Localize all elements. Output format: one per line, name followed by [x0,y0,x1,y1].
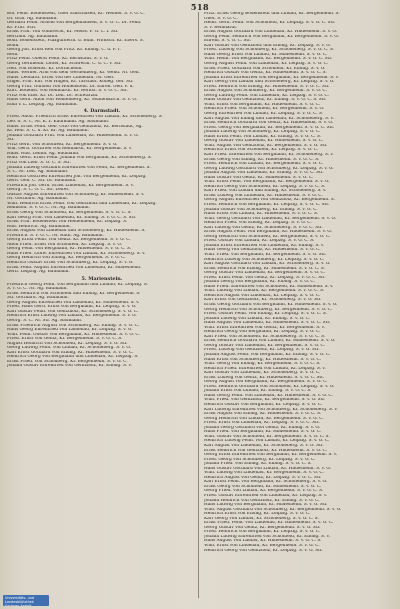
register-entry: Johann Ludwig Ehrenfried von Schönfeld, Kr. Elbing. S. v. [204,534,330,539]
register-entry: Hans Ernst von Schönberg, Kr. Hildesheim. S. v. G. C. [204,357,322,362]
section-one-entries [7,115,197,274]
register-entry: Leo. d. S. C. Nr. K. z. Kaufmann. Ag. Baumann. [7,120,110,125]
register-entry: Rud. Heinrich. Ag. Baumann. [7,224,71,229]
register-entry: Wilh. Fried. von Bergmann, Kr. Bergenheim. S. v. G. Str. [204,252,327,257]
register-entry: Fried. Gustav Ehrenfried von Lindenau, Kr. Leipzig. S. v. [204,493,328,498]
register-entry: Johann Ludwig von Lindau, Kr. Elbing. S. v. G. C. [204,316,311,321]
register-entry: Will. Gerh. Gottfried von Reinhardt, Kr. Bergenheim. S. v. [7,147,133,152]
section-heading-darmstadt: 4. Darmstadt. [83,108,121,115]
register-entry: Ernst August Fehn. von Bergmann, Kr. Hildesheim. S. v. G. [204,230,332,235]
register-entry: Wilh. August Gotthard von Schönberg, Kr. Bergenheim. S. v. G. [204,507,342,512]
register-entry: Gerh. Leipzig. Ag. Baumann. [7,270,70,275]
library-logo [3,595,49,606]
register-entry: Heinrich Georg von Bergmann, Kr. Leipzig. S. v. G. C. [204,330,321,335]
register-entry: Karl Ernst von Gentzholz, Kr. Schöneberg. S. v. G. Str. [204,298,322,303]
register-entry: August Heinrich von Schönfeld, Kr. Leipzig. S. v. G. Str. [7,341,128,346]
register-entry: Fritz von Elbs. Kr. Dr. Leit. Dr. Schwarzm. [7,93,99,98]
register-entry: Fried. Adolf. Friedrich Ernst Ehrenfried von Lindau, Kr. Schöneberg. S. [7,115,163,120]
register-entry: Wilh. Ludwig von Lindau, Kr. Bergenheim. S. v. G. C. S. [204,289,325,294]
library-logo-line-1: Universitäts- und [5,596,35,600]
register-entry: Johann Ernst von Lindau, Kr. Elbing. S. v. G. C. S. [204,389,312,394]
register-entry: Wilh. Ernst von Lindenau, Kr. Bergenheim. S. v. G. C. [204,543,320,548]
register-entry: Adolf Fried. Ernst von Schönfeld, Kr. Leipzig. S. v. G. [7,242,123,247]
register-entry: Georg August Ehrenfried von Gentzholz, Kr. Bergenheim. S. [204,198,335,203]
register-entry: Ernst Frhr. von Vollbrecht, Kr. Meiss. F. G. C. I. Str. [7,30,119,35]
register-entry: Wilh. Heinrich Ernst Fehn. von Gentzholz und Lindenau, Kr. Leipzig. [7,201,157,206]
register-entry: Hans Ernst Fehn. von Lindau, Kr. Elbing. S. v. G. C. S. [204,134,322,139]
register-entry: Wilh. Ernst von Bergmann, Kr. Hildesheim. S. v. G. C. [204,102,321,107]
register-entry: Heinrich Fried. Ehrenfried von Lindau, Kr. Leipzig. S. v. [204,366,326,371]
register-entry: Fried. Heinrich Gotthard von Schönfeld, Kr. Leipzig. S. v. G. [204,384,335,389]
register-entry: Karl Georg Frhr. von Lindenau, Kr. Elbing. S. v. G. C. S. Str. [7,215,137,220]
register-entry: Kr. Frhr. Sch. [7,25,37,30]
register-entry: Fried. Heinrich von Bergmann, Kr. Leipzig. S. v. G. C. [204,530,321,535]
register-entry: Johann Gotthard Frhr. von Lindenau, Kr. Hildesheim. S. v. G. [7,133,139,138]
register-entry: Johann Ernst Ehrenfried von Lindenau, Kr. Elbing. S. v. [204,243,325,248]
register-entry: Johann August Fehn. von Bergmann, Kr. Elbing. S. v. G. C. [204,353,331,358]
register-entry: Fritz Fehn. Oberst Fehn. Kr. Bernstadt. S. v. G. [7,57,109,62]
register-entry: Georg Gernheim. Leiter, Kr. Schwerm. C. u. C. v. Str. [7,62,122,67]
register-entry: Hans Gerd. Adolf von Weißenberg, Kr. Mühlenkirch. S. v. G. [7,98,137,103]
register-entry: Fried. Heinrich von Elbing, Kr. Hildesheim. S. v. G. C. Str. [204,84,330,89]
register-entry: Hans Fried. Ehrenfried von Schönfeld, Kr. Hildesheim. S. v. [204,284,334,289]
register-entry: Wilh. Gustav von Schönfeld, Kr. Bergenheim. S. v. G. C. S. [204,434,330,439]
register-entry: Ernst Heinrich von Schönfeld und Elbing, Kr. Bergenheim. S. [7,291,141,296]
register-entry: Hans Georg von Gentzholz, Kr. Hildesheim. S. v. G. C. [204,248,321,253]
register-entry: Fried. Ernst von Lindenau, Kr. Leipzig. S. v. G. C. Str. [204,421,320,426]
register-entry: Heinrich Georg von Gentzholz, Kr. Leipzig. S. v. G. Str. [204,548,323,553]
register-entry: Heinrich August von Gentz, Kr. Leipzig. S. v. G. C. Str. [204,475,322,480]
register-entry: Ober. S. v. G. C. [204,16,238,21]
register-entry: Johann Gustav von Schönberg, Kr. Elbing. S. v. G. C. [204,207,318,212]
register-entry: Hans Georg Ehrenfried von Lindenau, Kr. Leipzig. S. v. G. [7,328,133,333]
register-entry: Wilh. Ludwig von Lindenau, Kr. Bergenheim. S. v. G. C. [204,471,324,476]
register-entry: Heinrich Ludwig von Schönberg, Kr. Leipzig. S. v. G. C. [204,257,325,262]
register-entry: Bohn. [7,43,20,48]
register-entry: Heinrich Ernst von Schönfeld, Kr. Leipzig. S. v. G. C. [204,148,319,153]
register-entry: Georg Ernst Ehrenfried von Bergmann, Kr. Bergenheim. S. v. [204,453,338,458]
register-entry: Ernst Fried. von Schönberg, Kr. Bergenheim. S. v. G. C. [7,359,128,364]
register-entry: Gerh. Geh. C. Str. Dr. Baumann. [7,179,77,184]
register-entry: Heinr. Gerh. Fehn. von Schönfeld, Kr. Leipzig. S. v. G. C. Str. [204,21,336,26]
register-entry: Karl Fried. von Lindau und Elbing, Kr. Schöneberg. S. v. [204,189,327,194]
register-entry: Karl August Gotthard von Lindau, Kr. Schöneberg. S. v. G. [204,262,331,267]
section-two-entries [7,283,197,369]
register-entry: S. v. Reinhardt. [204,25,238,30]
register-entry: Wilh. Ernst Ehrenfried von Gentz, Kr. Bergenheim. S. v. [204,325,326,330]
register-entry: Heinrich Gottfried Ehrenfried Joh. von Bergenheim, Kr. Leipzig. [7,174,147,179]
register-entry: Johann Georg von Bergmann, Kr. Elbing. S. v. G. C. [204,280,315,285]
register-entry: Fried. Hans Gerh. Ernst von Bergmann, Kr. Leipzig. S. v. G. [7,305,137,310]
register-entry: Johann Ludwig von Schönberg, Kr. Leipzig. S. v. G. C. [204,130,321,135]
register-entry: Georg Joh. Ernst Reh von Fritz. Kr. Elbing. C. u. F. I. [7,48,121,53]
register-entry: Wilh. Heinr. von Bergmann, Kr. Bergenheim. S. v. G. C. Str. [204,57,333,62]
register-entry: Ernst Fehn. August Ehrenfried von Lindenau, Kr. Hildesheim. [7,265,142,270]
register-entry: Heinrich August von Lindenau, Kr. Leipzig. S. v. G. C. [204,293,321,298]
register-entry: Emil v. L. Leipzig. Ag. Baumann. [7,102,78,107]
left-column [7,12,197,598]
register-entry: Heinrich Ernst von Elbing, Kr. Leipzig. S. v. G. C. [204,512,311,517]
register-entry: Johann Heinrich von Gentzholz, Kr. Elbing. S. v. G. C. [204,498,320,503]
right-column-entries [204,12,394,553]
register-entry: Ernst Heinrich von Gentzholz, Kr. Hildesheim. S. v. G. C. [204,448,327,453]
right-column [204,12,394,598]
register-entry: Str. [7,138,15,143]
register-entry: Hans. Werner. Arm von dem Werdenberg, Kr. Wend. Nr. Gen. [7,71,140,76]
register-entry: Heinrich Gustav von Bergmann, Kr. Leipzig. S. v. G. C. [204,403,323,408]
register-entry: Karl August von Elbing und Lindenau, Kr. Schöneberg. S. v. [204,116,334,121]
register-entry: Hans August von Lindenau, Kr. Hildesheim. S. v. G. C. Str. [204,321,331,326]
register-entry: Hans Gustav von Gentz, Kr. Hildesheim. S. v. G. C. [204,175,314,180]
register-entry: Wilh. August von Gentzholz, Kr. Bergenheim. S. v. G. Str. [204,143,328,148]
register-entry: Bohr. Gerh. Ernst Fehn. Johann von Bergmann, Kr. Schöneberg. S. [7,156,152,161]
register-entry: Fried. Ludwig von Gentzholz, Kr. Leipzig. S. v. G. Str. [204,348,320,353]
register-entry: Heinrich Georg von Bergmann und Lindenau, Kr. Leipzig. S. [7,355,139,360]
register-entry: Hans Georg Fehn. von Lindenau, Kr. Hildesheim. S. v. G. C. [204,393,333,398]
register-entry: Ehrenf. S. v. G. C. Str. [204,39,252,44]
register-entry: Reinhold. S. v. G. C. Nr. Ag. Baumann. [7,206,90,211]
register-entry: Wilh. Fehn. Gustav von Bergmann, Kr. Hildesheim. S. v. G. C. [7,332,140,337]
register-entry: Hans. Rud. Lemm. Ag. Baumann. [7,151,80,156]
register-entry: Engel. Frhr. Ehr. von Hagen, Kr. Tarstadt. Kolleg. Ger. Str. [7,80,134,85]
register-entry: Karl Ernst Fehn. von Bergmann, Kr. Schöneberg. S. v. G. [204,480,328,485]
register-entry: Str. Gotthard. Ag. Baumann. [7,296,69,301]
register-entry: Georg. S. C. Nr. Str. Ag. Baumann. [7,319,83,323]
register-entry: Hans Ernst von Lindau, Kr. Hildesheim. S. v. G. C. S. [204,212,319,217]
register-entry: Georg Gustav von Lindenau, Kr. Bergenheim. S. v. G. C. [204,343,325,348]
register-entry: Ernst Frhr. Bodenstedt von Heidenheim, Kr. Leipzig. S. [7,220,128,225]
register-entry: Johann Gustav Ehrenfried von Gentzholz, Kr. Elbing. S. v. [7,364,132,369]
register-entry: Gustav August Ehrenfried von Schönberg, Kr. Hildesheim. S. v. [7,192,145,197]
register-entry: Karl Gustav Fehn. von Gentzholz, Kr. Schöneberg. S. v. G. C. [7,309,139,314]
register-entry: Karl Georg von Lindau und Schöneberg, Kr. Leipzig. S. v. G. [204,80,335,85]
register-entry: Friedrich. S. v. G. C. Nr. Rath. Ag. Baumann. [7,233,104,238]
register-entry: Karl Ernst Gotthard von Elbing, Kr. Hildesheim. S. v. G. C. [7,350,134,355]
register-entry: Georg August von Bergmann, Kr. Bergenheim. S. v. G. C. [204,380,328,385]
register-entry: Hans Fried. Ludw. Ehrenfried von Lindau, Kr. Schöneberg. S. v. [7,251,146,256]
register-entry: Friedrich Georg Fehn. von Bergmann und Lindau, Kr. Leipzig. S. [7,282,148,287]
register-entry: S. v. G. C. Nr. Ag. Baumann. [7,287,68,292]
register-entry: Georg Fried. von Lindau, Kr. Bergenheim. S. v. G. C. S. [204,489,324,494]
page-number: 518 [190,2,210,12]
register-entry: Ernst August von Elbing, Kr. Hildesheim. S. v. G. C. S. [204,412,322,417]
register-entry: Heinrich Gustav von Gentz, Kr. Hildesheim. S. v. G. C. S. [204,71,327,76]
register-entry: Georg August Ehrenfried von Lindenau, Kr. Hildesheim. S. v. [7,300,140,305]
register-entry: Fried. Georg von Bergmann, Kr. Bergenheim. S. v. G. C. Str. [204,125,335,130]
register-entry: Hans Georg Ernst von Lindau, Kr. Hildesheim. S. v. G. C. [204,52,328,57]
register-entry: Ernst Georg von Schönfeld, Kr. Hildesheim. S. v. G. C. [204,484,322,489]
register-entry: Georg Heinrich von Schönfeld, Kr. Bergenheim. S. v. G. C. [204,234,331,239]
register-entry: Georg Ernst Fehn. von Gentz. Kr. Bergenheim. S. v. G. C. [7,238,131,243]
register-entry: Ernst Ludwig von Gentz, Kr. Hildesheim. S. v. G. C. Str. [204,375,325,380]
register-entry: Nell. von Bodenst. Kr. Dornicheim. [7,66,83,71]
register-entry: Karl Ludwig von Gentz, Kr. Schöneberg. S. v. G. C. Str. [204,225,323,230]
register-entry: Georg Gustav von Lindenau, Kr. Hildesheim. S. v. G. C. [204,139,324,144]
register-entry: Ernst Heinrich von Elbing, Kr. Hildesheim. S. v. G. C. S. [204,266,325,271]
register-entry: Fried. Ernst Fehn. von Gentz, Kr. Leipzig. S. v. G. C. Str. [204,275,326,280]
register-entry: Fritz. Ernst Georg Bodenstedt und Lindau, Kr. Bergenheim. S. [204,12,340,16]
register-entry: Johann Ludwig Gotthard Ehrenfried von Fehn, Kr. Bergenheim. S. [7,165,151,170]
register-entry: Fried. Gustav Fehn. von Elbing, Kr. Leipzig. S. v. G. C. S. [204,312,327,317]
register-entry: Johann Fried. von Elbing, Kr. Elbing. S. v. G. C. S. [204,462,312,467]
register-entry: Fried. Georg von Schönberg, Kr. Leipzig. S. v. G. C. [204,457,316,462]
register-entry: Georg Ehrenfried von Lindau, Kr. Leipzig. S. v. G. C. S. [204,112,324,117]
register-entry: Georg. S. C. G. C. Str. Leiter. [7,188,70,193]
register-entry: Heinrich Georg von Schönfeld, Kr. Leipzig. S. v. G. C. S. [204,184,326,189]
register-entry: Georg Gustav von Lindenau, Kr. Bergenheim. S. v. G. C. [204,271,325,276]
register-entry: Wilh. Georg von Elbing, Kr. Bergenheim. S. v. G. C. S. [204,362,321,367]
register-entry: Ernst Fried. Fehn. von Lindenau, Kr. Hildesheim. S. v. G. C. [204,521,334,526]
register-entry: Johann Ernst Ehrenfried von Bergmann, Kr. Bergenheim. S. v. [204,75,339,80]
library-logo-line-3: Sachsen-Anhalt [5,604,32,606]
register-entry: Hans Gustav von Gentzholz, Kr. Elbing. S. v. G. C. S. Str. [204,98,327,103]
register-entry: Ernst Heinrich Gotthard von Gentz, Kr. Hildesheim. S. v. G. [204,121,334,126]
register-entry: Bol. Fehn. Bodenstedt, Ober Ehlschusen, Kr. Wendel. S. v. G. C. [7,12,145,16]
register-entry: Ernst August von Lindenau und Schöneberg, Kr. Hildesheim. S. [7,229,146,234]
register-entry: Georg Frhr. Gundolf von Hohenstein. Dr. Ehren. Gen. F. u. [7,84,134,89]
register-entry: Georg Heinrich von Schönberg, Kr. Bergenheim. S. v. G. C. [204,307,333,312]
register-entry: Karl Gustav von Lindenau, Kr. Schöneberg. S. v. G. C. [204,371,321,376]
register-entry: Georg Ludwig Fehn. von Lindenau, Kr. Leipzig. S. v. G. C. [204,93,329,98]
register-entry: Heinrich Gustav Ernst von Schönberg, Kr. Leipzig. S. v. G. [7,260,134,265]
register-entry: Fried. Gustav von Lindau, Kr. Leipzig. S. v. G. C. S. [204,239,315,244]
register-entry: Kr. Heil. S. C. u. Kr. Kr. Ag. Baumann. [7,129,89,134]
register-entry: Johann August von Lindenau, Kr. Elbing. S. v. G. C. Str. [204,171,324,176]
register-entry: Georg Heinrich von Elbing, Kr. Bergenheim. S. v. G. C. [7,256,126,261]
register-entry: Fried. Heinrich von Lindau, Kr. Bergenheim. S. v. G. C. [204,162,324,167]
register-entry: Heinrich Fried. von Schönfeld, Kr. Bergenheim. S. v. G. [204,107,325,112]
register-entry: Wilh. Georg Gotthard von Lindenau, Kr. Bergenheim. S. v. G. [204,216,337,221]
register-entry: Kurt. Bodenst. von Reinhardt. Kr. Bernst. S. v. G. C. Str. [7,89,128,94]
register-entry: Fried. Ludwig von Schönberg, Kr. Schöneberg. S. v. G. C. S. [204,48,334,53]
column-divider [198,12,199,598]
register-entry: Wilh. Fried. von Gentzholz, Kr. Bergenheim. S. v. G. Str. [204,398,326,403]
register-entry: Fritz Gerh. von Schönfeld, Kr. Bergenheim. S. v. G. [7,142,118,147]
register-entry: Karl Georg von Lindau, Kr. Schöneberg. S. v. G. C. S. [204,516,319,521]
register-entry: Ernst Georg Gotthard von Bergmann, Kr. Hildesheim. S. v. G. [204,303,338,307]
register-entry: Ernst August von Schönberg, Kr. Bergenheim. S. v. G. C. [204,89,327,94]
register-entry: Ernst Friedrich August von Schönberg, Kr. Elbing. S. v. G. C. [7,323,140,328]
register-entry: Nr. Gotthard. Ag. Baumann. [7,197,69,202]
register-entry: Ernst Heinrich Gotthard von Lindau, Kr. Hildesheim. S. v. G. [204,339,336,344]
register-entry: Georg Heinrich von Lindau, Kr. Bergenheim. S. v. G. C. [204,416,324,421]
register-entry: Ernst Ludwig von Lindenau, Kr. Hildesheim. S. v. G. C. [204,193,323,198]
register-entry: Georg Fehn. Heinrich von Bergmann, Kr. Bergenheim. S. v. G. [204,34,339,39]
register-entry: Hans Fried. von Bergmann, Kr. Hildesheim. S. v. G. C. [204,430,322,435]
register-entry: Gerhard Fehn. Arnold von Bergenhausen, S. v. G. C. Dr. Fehn. [7,21,142,26]
section-heading-marienstein: 5. Marienstein. [81,275,123,282]
register-entry: Georg Fehn. von Bergmann, Kr. Hildesheim. S. v. G. C. S. [7,247,132,252]
register-entry: Fried. Heinrich von Bergmann, Kr. Leipzig. S. v. G. C. Str. [204,202,330,207]
register-entry: Hans. Ernst Fehn. Geb. Otto von Gentzholz, Kr. Bernstadt, Ag. [7,124,143,129]
register-entry: Georg Ludwig Fehn. von Lindau, Kr. Schöneberg. S. v. G. [7,346,131,351]
register-entry: Hans. Leonard. Ernst von der Lindenau. Nr. Gen. [7,75,115,80]
register-entry: Reth. [7,52,19,57]
register-entry: Georg Gustav von Gentz, Kr. Bergenheim. S. v. G. Str. [204,525,321,530]
register-entry: Johann Georg Gotthard von Gentz, Kr. Elbing. S. v. G. [204,425,321,430]
register-entry: Heinrich Ernst Ludwig von Lindau, Kr. Bergenheim. S. v. G. [7,314,137,319]
register-entry: Hans August von Lindau, Kr. Hildesheim. S. v. G. C. S. [204,539,322,544]
register-entry: Dr. Graf. Ag. Baumann. [7,16,58,21]
register-entry: Friedrich Joh. Gerh. Ernst Lindenau, Kr. Bergenheim. S. v. [7,183,135,188]
register-entry: Georg August Fehn. von Lindenau, Kr. Leipzig. S. v. G. C. [204,62,329,67]
register-entry: Hans Ludwig von Bergmann, Kr. Hildesheim. S. v. G. Str. [204,503,328,508]
register-entry: Karl August von Lindenau, Kr. Schöneberg. S. v. G. Str. [204,443,324,448]
register-entry: Ernst Fried. Gotthard von Schönfeld, Kr. Elbing. S. v. G. [204,66,326,71]
register-entry: Wilh. Ernst Fehn. von Bergmann, Kr. Bergenheim. S. v. G. [204,180,330,185]
register-entry: S. C. Nr. Leit. Ag. Baumann. [7,170,69,175]
register-entry: Ernst Georg von Schönfeld, Kr. Bergenheim. S. v. G. C. S. [7,210,132,215]
library-logo-line-2: Landesbibliothek [5,600,34,604]
register-entry: Hans Gustav Gotthard von Lindau, Kr. Hildesheim. S. v. G. [204,466,331,471]
register-entry: Karl Fried. von Schönfeld, Kr. Schöneberg. S. v. G. C. S. [204,334,326,339]
register-entry: Ernst August Gotthard von Lindenau, Kr. Hildesheim. S. v. G. [204,30,338,35]
register-entry: Heinrich Ludwig Fehn. von Lindau, Kr. Leipzig. S. v. G. C. [204,439,330,444]
register-entry: Ernst Georg von Elbing, Kr. Hildesheim. S. v. G. C. S. [204,157,320,162]
register-entry: Bohr. Bodenstedt, Plaxgunterm. u. Buhl. Wirksch. Kr. Ebers. S. [7,39,144,44]
register-entry: Fritz von Lieb. S. G. C. S. Str. [7,160,71,165]
register-entry: Karl Fried. Ehrenfried von Bergmann, Kr. Schöneberg. S. v. [204,152,334,157]
register-entry: Karl Ludwig Ehrenfried von Schönberg, Kr. Schöneberg. S. v. [204,407,338,412]
register-entry: Bertram. Ag. Baumann. [7,34,59,39]
register-entry: Fried. Ernst von Gentz, Kr. Bergenheim. S. v. G. C. S. [7,337,123,342]
left-column-top-entries [7,12,197,107]
register-entry: Heinrich Fried. von Elbing, Kr. Leipzig. S. v. G. C. [204,221,312,226]
register-entry: Georg Ludwig Gotthard von Schönberg, Kr. Leipzig. S. v. G. [204,166,334,171]
register-entry: Karl Gustav von Gentzholz und Elbing, Kr. Leipzig. S. v. G. [204,43,331,48]
